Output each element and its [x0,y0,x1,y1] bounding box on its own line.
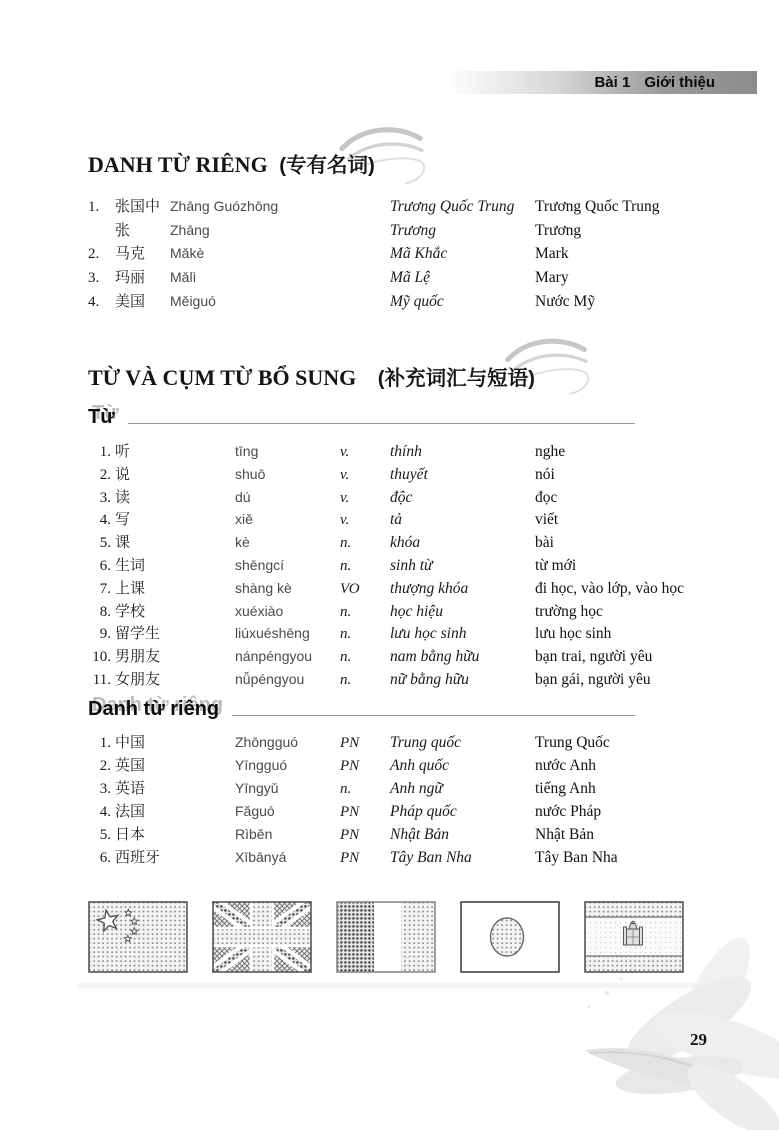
item-number: 3. [88,270,100,287]
sino-vietnamese: học hiệu [390,602,443,620]
hanzi-word: 法国 [115,803,146,820]
page-number: 29 [690,1030,707,1049]
hanzi-word: 英国 [115,757,146,774]
vocab-row [88,622,708,645]
part-of-speech: PN [340,735,360,751]
item-number: 1. [88,199,100,215]
vocab-row [88,800,708,823]
hanzi-word: 听 [115,443,131,460]
hanzi-word: 生词 [115,556,146,574]
sino-vietnamese: độc [390,488,413,506]
vocab-row [88,554,708,577]
sino-vietnamese: Anh quốc [390,757,449,774]
sino-vietnamese: sinh từ [390,556,433,574]
subsection-label: Từ [88,406,115,428]
sino-vietnamese: lưu học sinh [390,625,467,643]
sino-vietnamese: thuyết [390,465,428,483]
sino-vietnamese: thính [390,443,422,460]
item-number: 11. [92,671,111,688]
lesson-number: Bài 1 [594,74,631,91]
sino-vietnamese: Mỹ quốc [390,292,444,310]
item-number: 9. [99,626,111,643]
vocab-row [88,463,708,486]
vocab-row [88,645,708,668]
hanzi-word: 马克 [115,245,146,263]
item-number: 6. [99,557,111,574]
sino-vietnamese: Anh ngữ [390,780,443,797]
vocab-row [88,266,708,290]
part-of-speech: PN [340,850,360,866]
hanzi-word: 张国中 [115,198,161,215]
section-title-chinese: (专有名词) [279,154,375,177]
hanzi-word: 说 [115,465,131,483]
vietnamese-meaning: Nước Mỹ [535,292,596,310]
part-of-speech: n. [340,671,352,688]
france-flag-icon [336,901,436,973]
hanzi-word: 美国 [115,292,146,310]
pinyin: nǚpéngyou [235,670,305,687]
item-number: 2. [88,246,100,263]
sino-vietnamese: tả [390,511,403,529]
hanzi-word: 中国 [115,734,146,751]
vietnamese-meaning: nước Anh [535,757,596,774]
item-number: 6. [99,850,111,866]
item-number: 8. [99,603,111,620]
pinyin: Rìběn [235,826,273,842]
vietnamese-meaning: Mark [535,245,569,263]
part-of-speech: n. [340,535,352,552]
vietnamese-meaning: viết [535,511,559,529]
pinyin: tīng [235,443,259,459]
hanzi-word: 上课 [115,579,146,597]
pinyin: liúxuéshēng [235,625,310,642]
vietnamese-meaning: nước Pháp [535,803,602,820]
sino-vietnamese: nữ bằng hữu [390,670,469,688]
part-of-speech: v. [340,489,350,506]
pinyin: shàng kè [235,579,292,596]
part-of-speech: v. [340,466,350,483]
vocab-row [88,195,708,219]
part-of-speech: n. [340,626,352,643]
hanzi-word: 课 [115,534,131,552]
part-of-speech: v. [340,512,350,529]
sino-vietnamese: thượng khóa [390,579,469,597]
vocab-row [88,440,708,463]
vocab-row [88,242,708,266]
section-title-proper-nouns [88,148,375,178]
sino-vietnamese: khóa [390,534,421,552]
item-number: 4. [88,293,100,310]
item-number: 5. [99,535,111,552]
section-title-chinese: (补充词汇与短语) [377,367,535,390]
hanzi-word: 学校 [115,602,146,620]
vietnamese-meaning: Trung Quốc [535,734,610,751]
item-number: 10. [92,649,111,666]
item-number: 5. [99,827,111,843]
hanzi-word: 男朋友 [115,648,161,666]
part-of-speech: n. [340,649,352,666]
pinyin: Mǎkè [170,245,205,262]
sino-vietnamese: Mã Lệ [390,269,431,287]
vocab-row [88,508,708,531]
pinyin: Měiguó [170,292,216,309]
item-number: 2. [99,466,111,483]
vocab-row [88,600,708,623]
sino-vietnamese: Nhật Bản [390,826,449,843]
sino-vietnamese: Trương Quốc Trung [390,198,515,215]
hanzi-word: 西班牙 [115,849,161,866]
sino-vietnamese: Mã Khắc [390,245,448,263]
vietnamese-meaning: bạn gái, người yêu [535,670,651,688]
item-number: 3. [99,781,111,797]
vocab-row [88,754,708,777]
pinyin: xuéxiào [235,602,284,619]
hanzi-word: 留学生 [115,625,161,643]
part-of-speech: VO [340,580,360,597]
section-title-vietnamese: DANH TỪ RIÊNG [88,152,268,177]
vietnamese-meaning: trường học [535,602,603,620]
vietnamese-meaning: lưu học sinh [535,625,612,643]
lesson-title: Giới thiệu [644,74,715,91]
vocab-row [88,823,708,846]
pinyin: Mǎlì [170,269,197,286]
vocab-row [88,668,708,691]
vocab-row [88,777,708,800]
pinyin: Zhāng [170,221,210,238]
vocab-row [88,577,708,600]
vietnamese-meaning: Trương Quốc Trung [535,198,660,215]
pinyin: shuō [235,465,266,482]
item-number: 2. [99,758,111,774]
pinyin: Fǎguó [235,803,275,819]
country-flags-row [88,901,684,973]
sino-vietnamese: nam bằng hữu [390,648,480,666]
pinyin: shēngcí [235,556,285,573]
vietnamese-meaning: tiếng Anh [535,780,596,797]
subsection-heading-words [88,406,635,429]
section-title-vietnamese: TỪ VÀ CỤM TỪ BỔ SUNG [88,365,357,390]
vietnamese-meaning: Nhật Bản [535,826,594,843]
subsection-label: Danh từ riêng [88,698,220,720]
pinyin: Zhāng Guózhōng [170,198,279,214]
pinyin: Yīngguó [235,757,288,773]
item-number: 4. [99,804,111,820]
part-of-speech: n. [340,781,352,797]
pinyin: kè [235,534,250,551]
hanzi-word: 写 [115,511,131,529]
part-of-speech: n. [340,603,352,620]
pinyin: Zhōngguó [235,734,299,750]
part-of-speech: PN [340,758,360,774]
vocab-row [88,290,708,314]
section-title-supplement [88,361,535,391]
part-of-speech: PN [340,804,360,820]
lesson-header-bar [445,71,757,94]
hanzi-word: 读 [115,488,131,506]
sino-vietnamese: Trung quốc [390,734,462,751]
item-number: 7. [99,580,111,597]
vietnamese-meaning: nói [535,465,555,483]
item-number: 1. [99,444,111,460]
china-flag-icon [88,901,188,973]
vietnamese-meaning: từ mới [535,556,577,574]
vocab-row [88,219,708,243]
hanzi-word: 女朋友 [115,670,161,688]
vocab-row [88,531,708,554]
hanzi-word: 玛丽 [115,269,146,287]
pinyin: dú [235,488,251,505]
vocab-row [88,846,708,869]
vietnamese-meaning: Trương [535,221,582,239]
item-number: 4. [99,512,111,529]
vietnamese-meaning: đọc [535,488,558,506]
vocab-row [88,486,708,509]
vietnamese-meaning: Tây Ban Nha [535,849,618,866]
pinyin: xiě [235,511,253,528]
vietnamese-meaning: bài [535,534,554,552]
country-nouns-list [88,731,708,869]
heading-rule [232,715,635,716]
vietnamese-meaning: nghe [535,443,566,460]
vocab-row [88,731,708,754]
item-number: 1. [99,735,111,751]
part-of-speech: PN [340,827,360,843]
pinyin: Yīngyǔ [235,780,279,796]
item-number: 3. [99,489,111,506]
sino-vietnamese: Trương [390,221,437,239]
hanzi-word: 张 [115,221,131,239]
part-of-speech: v. [340,444,350,460]
uk-flag-icon [212,901,312,973]
pinyin: Xībānyá [235,849,287,865]
japan-flag-icon [460,901,560,973]
hanzi-word: 英语 [115,780,146,797]
proper-nouns-list [88,195,708,313]
sino-vietnamese: Tây Ban Nha [390,849,472,866]
vietnamese-meaning: Mary [535,269,569,287]
hanzi-word: 日本 [115,826,146,843]
spain-flag-icon [584,901,684,973]
sino-vietnamese: Pháp quốc [390,803,457,820]
pinyin: nánpéngyou [235,648,313,665]
vietnamese-meaning: bạn trai, người yêu [535,648,653,666]
part-of-speech: n. [340,557,352,574]
vietnamese-meaning: đi học, vào lớp, vào học [535,579,684,597]
heading-rule [128,423,635,424]
subsection-heading-proper-nouns [88,698,635,721]
words-list [88,440,708,691]
